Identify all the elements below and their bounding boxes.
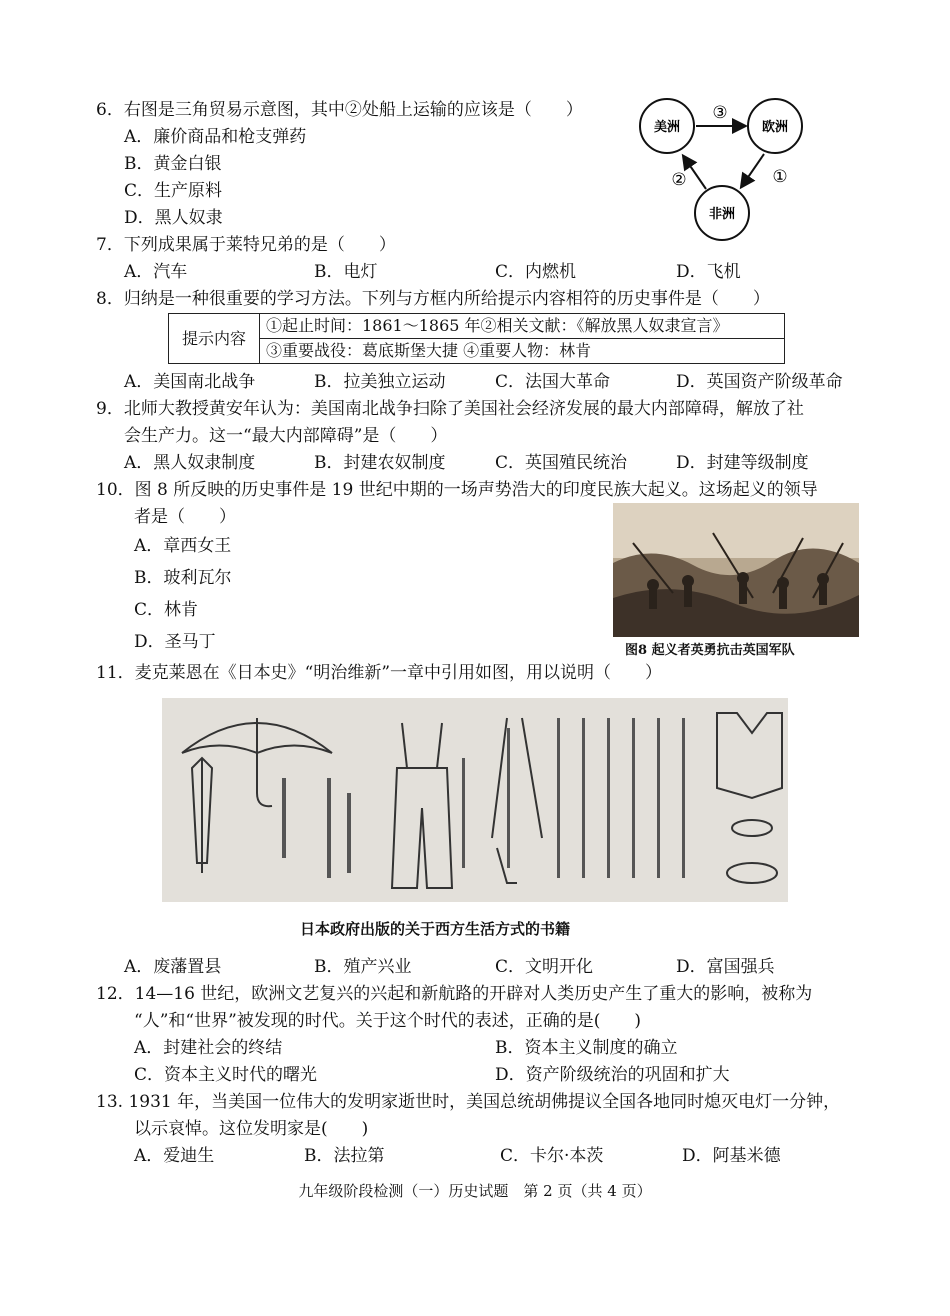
q13-option-c: C．卡尔·本茨 [500, 1146, 604, 1166]
q8-option-d: D．英国资产阶级革命 [676, 372, 843, 392]
hint-row-1: ①起止时间：1861～1865 年②相关文献：《解放黑人奴隶宣言》 [260, 314, 785, 339]
q12-option-d: D．资产阶级统治的巩固和扩大 [495, 1065, 730, 1085]
q10-option-d: D．圣马丁 [134, 632, 216, 652]
q7-option-a: A．汽车 [124, 262, 188, 282]
page-footer: 九年级阶段检测（一）历史试题 第 2 页（共 4 页） [298, 1182, 652, 1200]
arrow-1 [742, 154, 764, 186]
q9-stem-line1: 9．北师大教授黄安年认为：美国南北战争扫除了美国社会经济发展的最大内部障碍，解放了社 [96, 399, 804, 419]
q6-option-a: A．廉价商品和枪支弹药 [124, 127, 307, 147]
q10-option-c: C．林肯 [134, 600, 199, 620]
q6-option-c: C．生产原料 [124, 181, 223, 201]
q10-stem-line2: 者是（ ） [134, 507, 236, 527]
q11-stem: 11．麦克莱恩在《日本史》“明治维新”一章中引用如图，用以说明（ ） [96, 663, 663, 683]
q12-option-c: C．资本主义时代的曙光 [134, 1065, 318, 1085]
q11-option-d: D．富国强兵 [676, 957, 775, 977]
label-3: ③ [712, 103, 728, 123]
q6-option-d: D．黑人奴隶 [124, 208, 223, 228]
hint-table [168, 313, 785, 364]
q13-stem-line2: 以示哀悼。这位发明家是( ) [134, 1119, 369, 1139]
q8-option-a: A．美国南北战争 [124, 372, 256, 392]
q11-option-a: A．废藩置县 [124, 957, 222, 977]
battle-illustration [613, 503, 859, 637]
q13-option-d: D．阿基米德 [682, 1146, 781, 1166]
q13-stem-line1: 13. 1931 年，当美国一位伟大的发明家逝世时，美国总统胡佛提议全国各地同时熄灭电灯一分钟， [96, 1092, 841, 1112]
q9-option-c: C．英国殖民统治 [495, 453, 628, 473]
q9-stem-line2: 会生产力。这一“最大内部障碍”是（ ） [124, 426, 448, 446]
book-figure-caption: 日本政府出版的关于西方生活方式的书籍 [300, 920, 571, 938]
q7-option-d: D．飞机 [676, 262, 741, 282]
arrow-2 [684, 157, 706, 189]
hint-row-2: ③重要战役：葛底斯堡大捷 ④重要人物：林肯 [260, 339, 785, 364]
q6-stem: 6．右图是三角贸易示意图，其中②处船上运输的应该是（ ） [96, 100, 583, 120]
label-2: ② [671, 170, 687, 190]
q8-stem: 8．归纳是一种很重要的学习方法。下列与方框内所给提示内容相符的历史事件是（ ） [96, 289, 770, 309]
q10-option-b: B．玻利瓦尔 [134, 568, 232, 588]
q12-stem-line2: “人”和“世界”被发现的时代。关于这个时代的表述，正确的是( ) [134, 1011, 642, 1031]
q12-option-b: B．资本主义制度的确立 [495, 1038, 678, 1058]
triangle-trade-diagram [632, 96, 807, 246]
q9-option-b: B．封建农奴制度 [314, 453, 446, 473]
q9-option-a: A．黑人奴隶制度 [124, 453, 256, 473]
western-lifestyle-book-illustration [162, 698, 788, 902]
q12-option-a: A．封建社会的终结 [134, 1038, 283, 1058]
q13-option-a: A．爱迪生 [134, 1146, 215, 1166]
q10-stem-line1: 10．图 8 所反映的历史事件是 19 世纪中期的一场声势浩大的印度民族大起义。这场起义的领导 [96, 480, 818, 500]
q10-option-a: A．章西女王 [134, 536, 232, 556]
q7-stem: 7．下列成果属于莱特兄弟的是（ ） [96, 235, 396, 255]
europe-label: 欧洲 [761, 120, 789, 135]
label-1: ① [772, 167, 788, 187]
q7-option-b: B．电灯 [314, 262, 378, 282]
q7-option-c: C．内燃机 [495, 262, 577, 282]
q11-option-b: B．殖产兴业 [314, 957, 412, 977]
africa-label: 非洲 [708, 207, 736, 222]
q11-option-c: C．文明开化 [495, 957, 594, 977]
q8-option-c: C．法国大革命 [495, 372, 611, 392]
q8-option-b: B．拉美独立运动 [314, 372, 446, 392]
q9-option-d: D．封建等级制度 [676, 453, 809, 473]
q6-option-b: B．黄金白银 [124, 154, 222, 174]
americas-label: 美洲 [653, 120, 681, 135]
q12-stem-line1: 12．14—16 世纪，欧洲文艺复兴的兴起和新航路的开辟对人类历史产生了重大的影响，被称为 [96, 984, 813, 1004]
q13-option-b: B．法拉第 [304, 1146, 385, 1166]
fig8-caption: 图8 起义者英勇抗击英国军队 [625, 643, 795, 658]
hint-header: 提示内容 [169, 314, 260, 364]
